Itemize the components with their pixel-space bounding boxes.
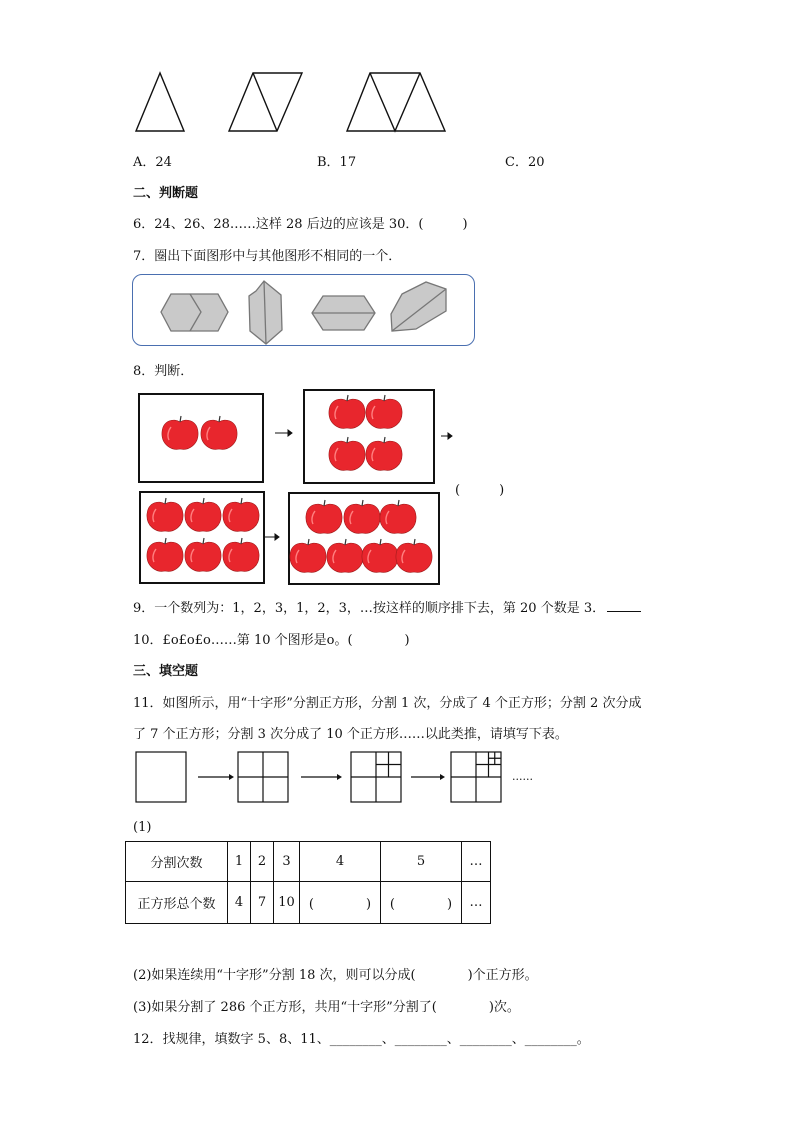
table-cell: 7 <box>251 882 274 924</box>
table-row <box>126 882 491 924</box>
table-cell: 10 <box>274 882 300 924</box>
option-c: C．20 <box>505 155 545 170</box>
section-3-title: 三、填空题 <box>133 664 199 679</box>
option-a: A．24 <box>133 155 172 170</box>
table-cell: … <box>462 882 491 924</box>
table-row <box>126 842 491 882</box>
square-step-3 <box>451 752 501 802</box>
question-6: 6．24、26、28……这样 28 后边的应该是 30．( ) <box>133 217 468 232</box>
table-cell: 1 <box>228 842 251 882</box>
table-cell: 2 <box>251 842 274 882</box>
option-b: B．17 <box>317 155 357 170</box>
table-cell: … <box>462 842 491 882</box>
q11-part-1-label: (1) <box>133 820 152 835</box>
question-10: 10．£o£o£o……第 10 个图形是o。( ) <box>133 633 410 648</box>
square-step-2 <box>351 752 401 802</box>
table-cell: 3 <box>274 842 300 882</box>
answer-cell[interactable]: ( ) <box>381 882 462 924</box>
pattern-table <box>125 841 491 924</box>
section-2-title: 二、判断题 <box>133 186 199 201</box>
q11-part-3: (3)如果分割了 286 个正方形，共用“十字形”分割了( )次。 <box>133 1000 520 1015</box>
question-11-line-2: 了 7 个正方形；分割 3 次分成了 10 个正方形……以此类推，请填写下表。 <box>133 727 568 742</box>
answer-cell[interactable]: ( ) <box>300 882 381 924</box>
square-step-0 <box>136 752 186 802</box>
question-7: 7．圈出下面图形中与其他图形不相同的一个． <box>133 249 402 264</box>
continuation-dots: ...... <box>512 770 533 783</box>
square-step-1 <box>238 752 288 802</box>
table-cell: 4 <box>228 882 251 924</box>
q8-answer-paren: ( ) <box>455 483 505 498</box>
table-cell: 正方形总个数 <box>126 882 228 924</box>
table-cell: 4 <box>300 842 381 882</box>
table-cell: 5 <box>381 842 462 882</box>
question-11-line-1: 11．如图所示，用“十字形”分割正方形，分割 1 次，分成了 4 个正方形；分割 2 次分成 <box>133 696 642 711</box>
table-cell: 分割次数 <box>126 842 228 882</box>
question-9-text: 9．一个数列为：1，2，3，1，2，3，…按这样的顺序排下去，第 20 个数是 3． <box>133 601 606 616</box>
question-12: 12．找规律，填数字 5、8、11、________、________、________、________。 <box>133 1032 590 1047</box>
q11-part-2: (2)如果连续用“十字形”分割 18 次，则可以分成( )个正方形。 <box>133 968 538 983</box>
question-8: 8．判断． <box>133 364 194 379</box>
